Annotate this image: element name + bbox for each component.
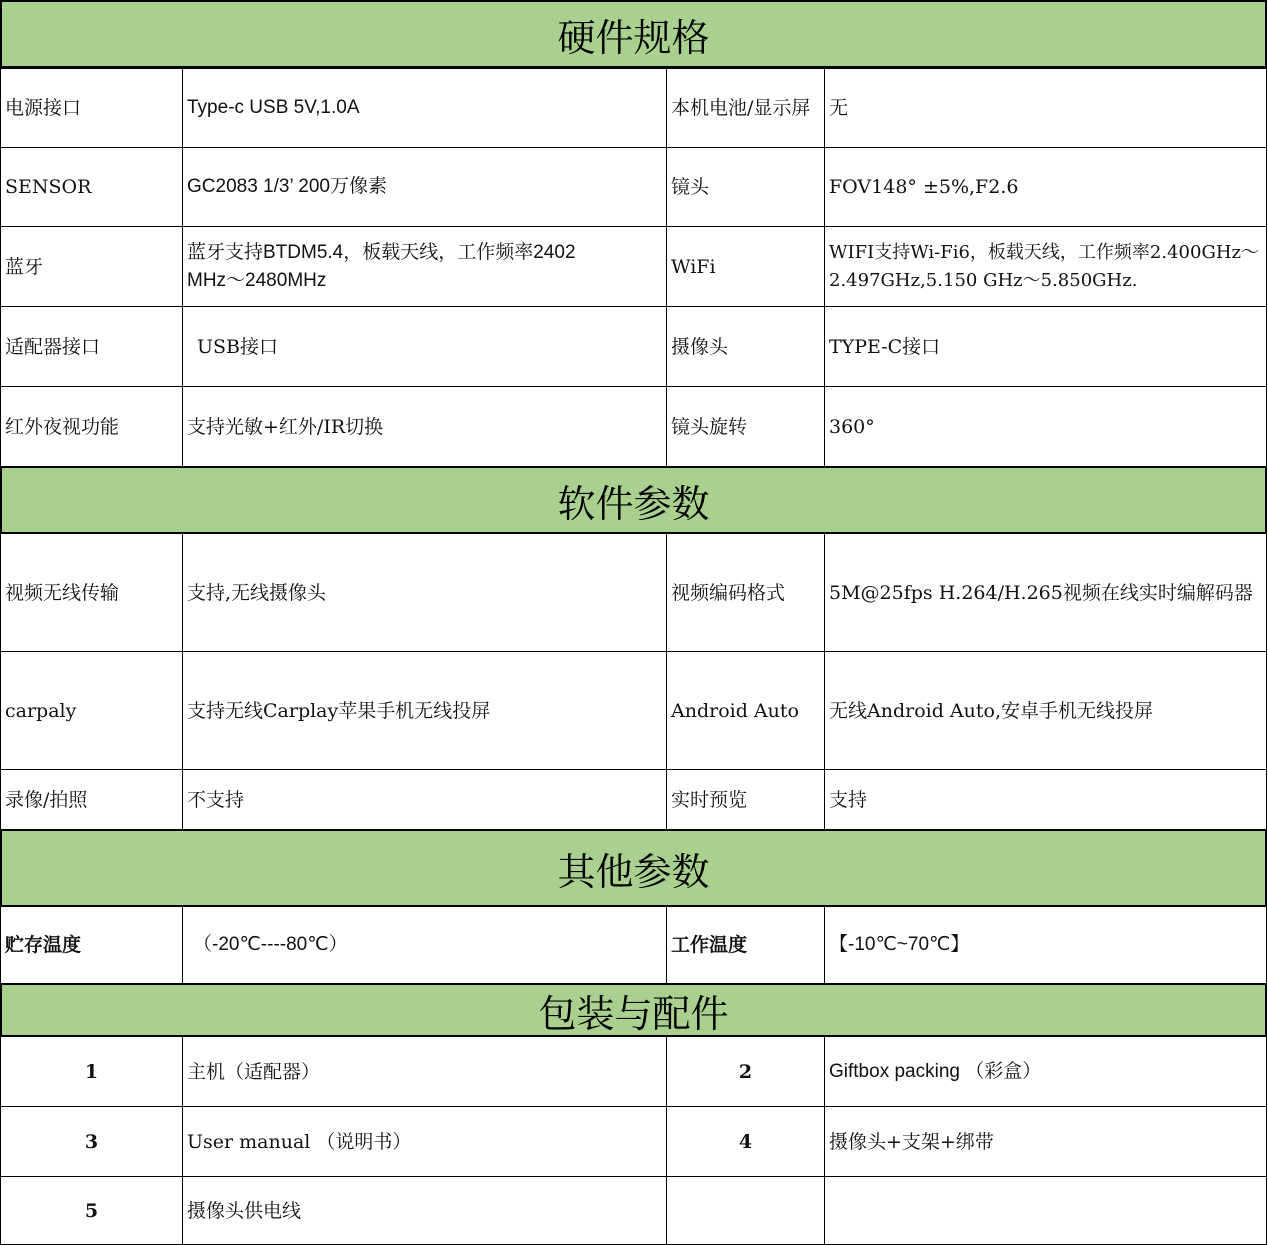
section-header-software: 软件参数 (0, 466, 1267, 534)
hw-label-sensor: SENSOR (0, 147, 183, 227)
sw-label-wireless: 视频无线传输 (0, 533, 183, 652)
sw-value-preview: 支持 (824, 769, 1267, 830)
section-header-package: 包装与配件 (0, 983, 1267, 1037)
pkg-number: 5 (0, 1176, 183, 1245)
pkg-item (824, 1176, 1267, 1245)
hw-label-camera: 摄像头 (666, 306, 825, 387)
pkg-number: 3 (0, 1106, 183, 1177)
hw-value-rotation: 360° (824, 386, 1267, 467)
sw-label-record: 录像/拍照 (0, 769, 183, 830)
hw-value-lens: FOV148° ±5%,F2.6 (824, 147, 1267, 227)
hw-value-battery: 无 (824, 68, 1267, 148)
hw-value-bluetooth: 蓝牙支持BTDM5.4，板载天线，工作频率2402MHz～2480MHz (182, 226, 667, 307)
hw-label-battery: 本机电池/显示屏 (666, 68, 825, 148)
other-value-work-temp: 【-10℃~70℃】 (824, 906, 1267, 984)
sw-value-wireless: 支持,无线摄像头 (182, 533, 667, 652)
sw-value-android-auto: 无线Android Auto,安卓手机无线投屏 (824, 651, 1267, 770)
hw-value-ir: 支持光敏+红外/IR切换 (182, 386, 667, 467)
pkg-item: Giftbox packing （彩盒） (824, 1036, 1267, 1107)
sw-value-carplay: 支持无线Carplay苹果手机无线投屏 (182, 651, 667, 770)
hw-label-wifi: WiFi (666, 226, 825, 307)
sw-label-carplay: carpaly (0, 651, 183, 770)
hw-label-bluetooth: 蓝牙 (0, 226, 183, 307)
pkg-item: 摄像头+支架+绑带 (824, 1106, 1267, 1177)
sw-label-codec: 视频编码格式 (666, 533, 825, 652)
other-label-work-temp: 工作温度 (666, 906, 825, 984)
other-value-storage-temp: （-20℃----80℃） (182, 906, 667, 984)
sw-label-android-auto: Android Auto (666, 651, 825, 770)
hw-label-rotation: 镜头旋转 (666, 386, 825, 467)
hw-label-power: 电源接口 (0, 68, 183, 148)
sw-label-preview: 实时预览 (666, 769, 825, 830)
sw-value-record: 不支持 (182, 769, 667, 830)
pkg-item: 主机（适配器） (182, 1036, 667, 1107)
pkg-number: 1 (0, 1036, 183, 1107)
hw-label-ir: 红外夜视功能 (0, 386, 183, 467)
hw-value-power: Type-c USB 5V,1.0A (182, 68, 667, 148)
section-header-hardware: 硬件规格 (0, 0, 1267, 68)
hw-label-lens: 镜头 (666, 147, 825, 227)
pkg-item: User manual （说明书） (182, 1106, 667, 1177)
hw-value-sensor: GC2083 1/3’ 200万像素 (182, 147, 667, 227)
pkg-item: 摄像头供电线 (182, 1176, 667, 1245)
hw-label-adapter: 适配器接口 (0, 306, 183, 387)
sw-value-codec: 5M@25fps H.264/H.265视频在线实时编解码器 (824, 533, 1267, 652)
pkg-number: 4 (666, 1106, 825, 1177)
hw-value-adapter: USB接口 (182, 306, 667, 387)
pkg-number: 2 (666, 1036, 825, 1107)
pkg-number (666, 1176, 825, 1245)
other-label-storage-temp: 贮存温度 (0, 906, 183, 984)
section-header-other: 其他参数 (0, 829, 1267, 907)
hw-value-camera: TYPE-C接口 (824, 306, 1267, 387)
hw-value-wifi: WIFI支持Wi-Fi6，板载天线，工作频率2.400GHz～2.497GHz,5.150 GHz～5.850GHz. (824, 226, 1267, 307)
